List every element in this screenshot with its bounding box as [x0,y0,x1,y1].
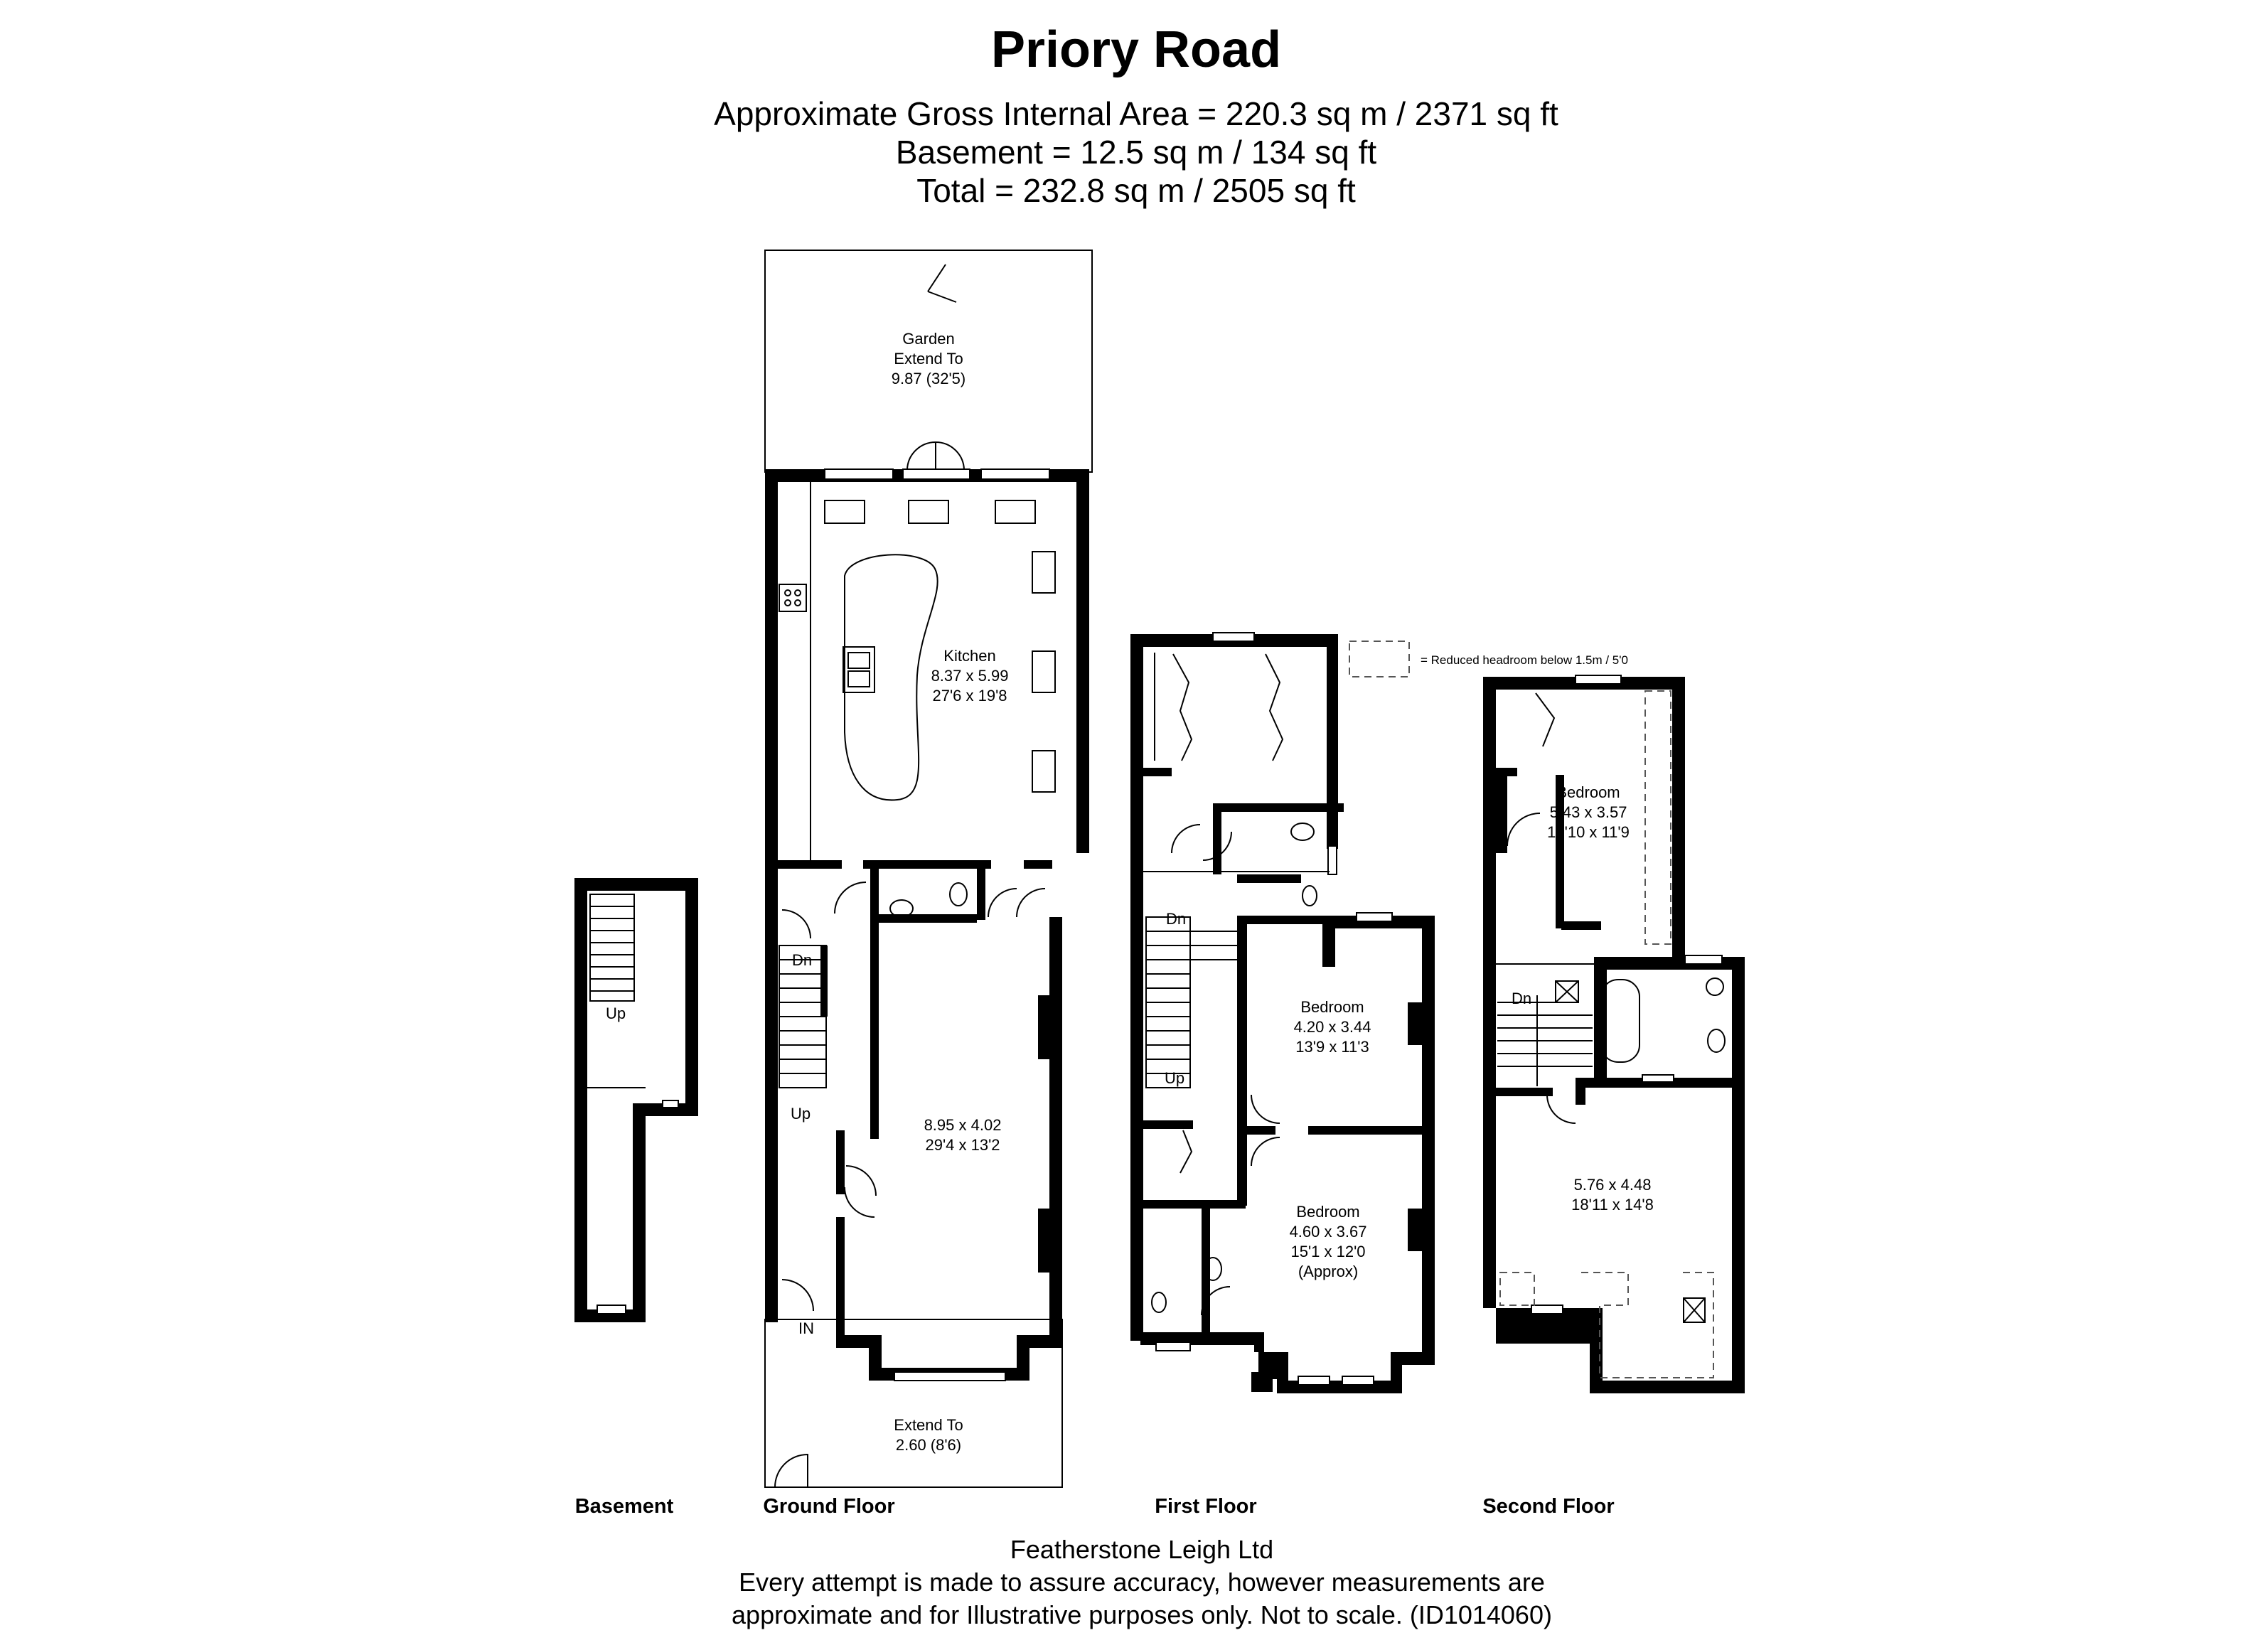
basement-label: Basement [574,1495,674,1518]
second-floor-label: Second Floor [1482,1495,1615,1518]
ground-stairs-down-label: Dn [791,951,813,969]
first-floor-plan [1130,633,1435,1393]
first-bedroom-front-name: Bedroom [1296,1203,1360,1221]
first-bedroom-front-imperial: 15'1 x 12'0 [1290,1243,1366,1260]
second-reduced-headroom-zone [1645,691,1671,944]
second-bedroom-metric: 5.43 x 3.57 [1549,803,1627,821]
reduced-headroom-swatch [1349,641,1409,677]
legend-label: = Reduced headroom below 1.5m / 5'0 [1421,653,1628,667]
reception-dimensions-metric: 8.95 x 4.02 [924,1116,1002,1134]
total-area-text: Total = 232.8 sq m / 2505 sq ft [916,172,1356,209]
first-stairs [1146,917,1237,1088]
first-stairs-down-label: Dn [1165,910,1187,928]
ground-stairs-up-label: Up [790,1105,811,1123]
first-floor-label: First Floor [1155,1495,1257,1518]
kitchen-dimensions-metric: 8.37 x 5.99 [931,667,1009,685]
first-bedroom-front-approx: (Approx) [1298,1263,1359,1280]
basement-area-text: Basement = 12.5 sq m / 134 sq ft [895,134,1377,171]
kitchen-island [845,555,938,800]
garden-extend-label: Extend To [894,350,963,368]
first-bedroom-rear-imperial: 13'9 x 11'3 [1295,1038,1369,1056]
entrance-label: IN [798,1319,814,1337]
disclaimer-line-1: Every attempt is made to assure accuracy, however measurements are [739,1568,1545,1597]
kitchen-dimensions-imperial: 27'6 x 19'8 [932,687,1007,705]
front-dimensions: 2.60 (8'6) [895,1436,962,1454]
gross-area-text: Approximate Gross Internal Area = 220.3 sq m / 2371 sq ft [714,95,1558,132]
ground-floor-plan [765,250,1092,1487]
page-title: Priory Road [990,21,1282,78]
second-bedroom-name: Bedroom [1556,783,1620,801]
basement-stairs [590,894,634,1001]
garden-name: Garden [902,330,955,348]
garden-dimensions: 9.87 (32'5) [891,370,966,387]
first-bedroom-rear-name: Bedroom [1300,998,1364,1016]
second-stairs [1497,995,1593,1086]
basement-stairs-up-label: Up [605,1005,626,1022]
legend [1349,641,1628,677]
company-name: Featherstone Leigh Ltd [1010,1535,1274,1564]
second-bedroom-imperial: 17'10 x 11'9 [1547,823,1630,841]
first-bedroom-rear-metric: 4.20 x 3.44 [1293,1018,1371,1036]
second-room-imperial: 18'11 x 14'8 [1571,1196,1654,1214]
bathtub [1601,980,1640,1062]
second-stairs-down-label: Dn [1511,990,1532,1007]
first-bedroom-front-metric: 4.60 x 3.67 [1289,1223,1367,1241]
basement-plan [574,878,698,1322]
reception-dimensions-imperial: 29'4 x 13'2 [925,1136,1000,1154]
ground-floor-label: Ground Floor [763,1495,895,1518]
second-room-metric: 5.76 x 4.48 [1573,1176,1652,1194]
kitchen-name: Kitchen [943,647,996,665]
disclaimer-line-2: approximate and for Illustrative purposes only. Not to scale. (ID1014060) [732,1600,1552,1629]
first-stairs-up-label: Up [1164,1069,1185,1087]
front-extend-label: Extend To [894,1416,963,1434]
